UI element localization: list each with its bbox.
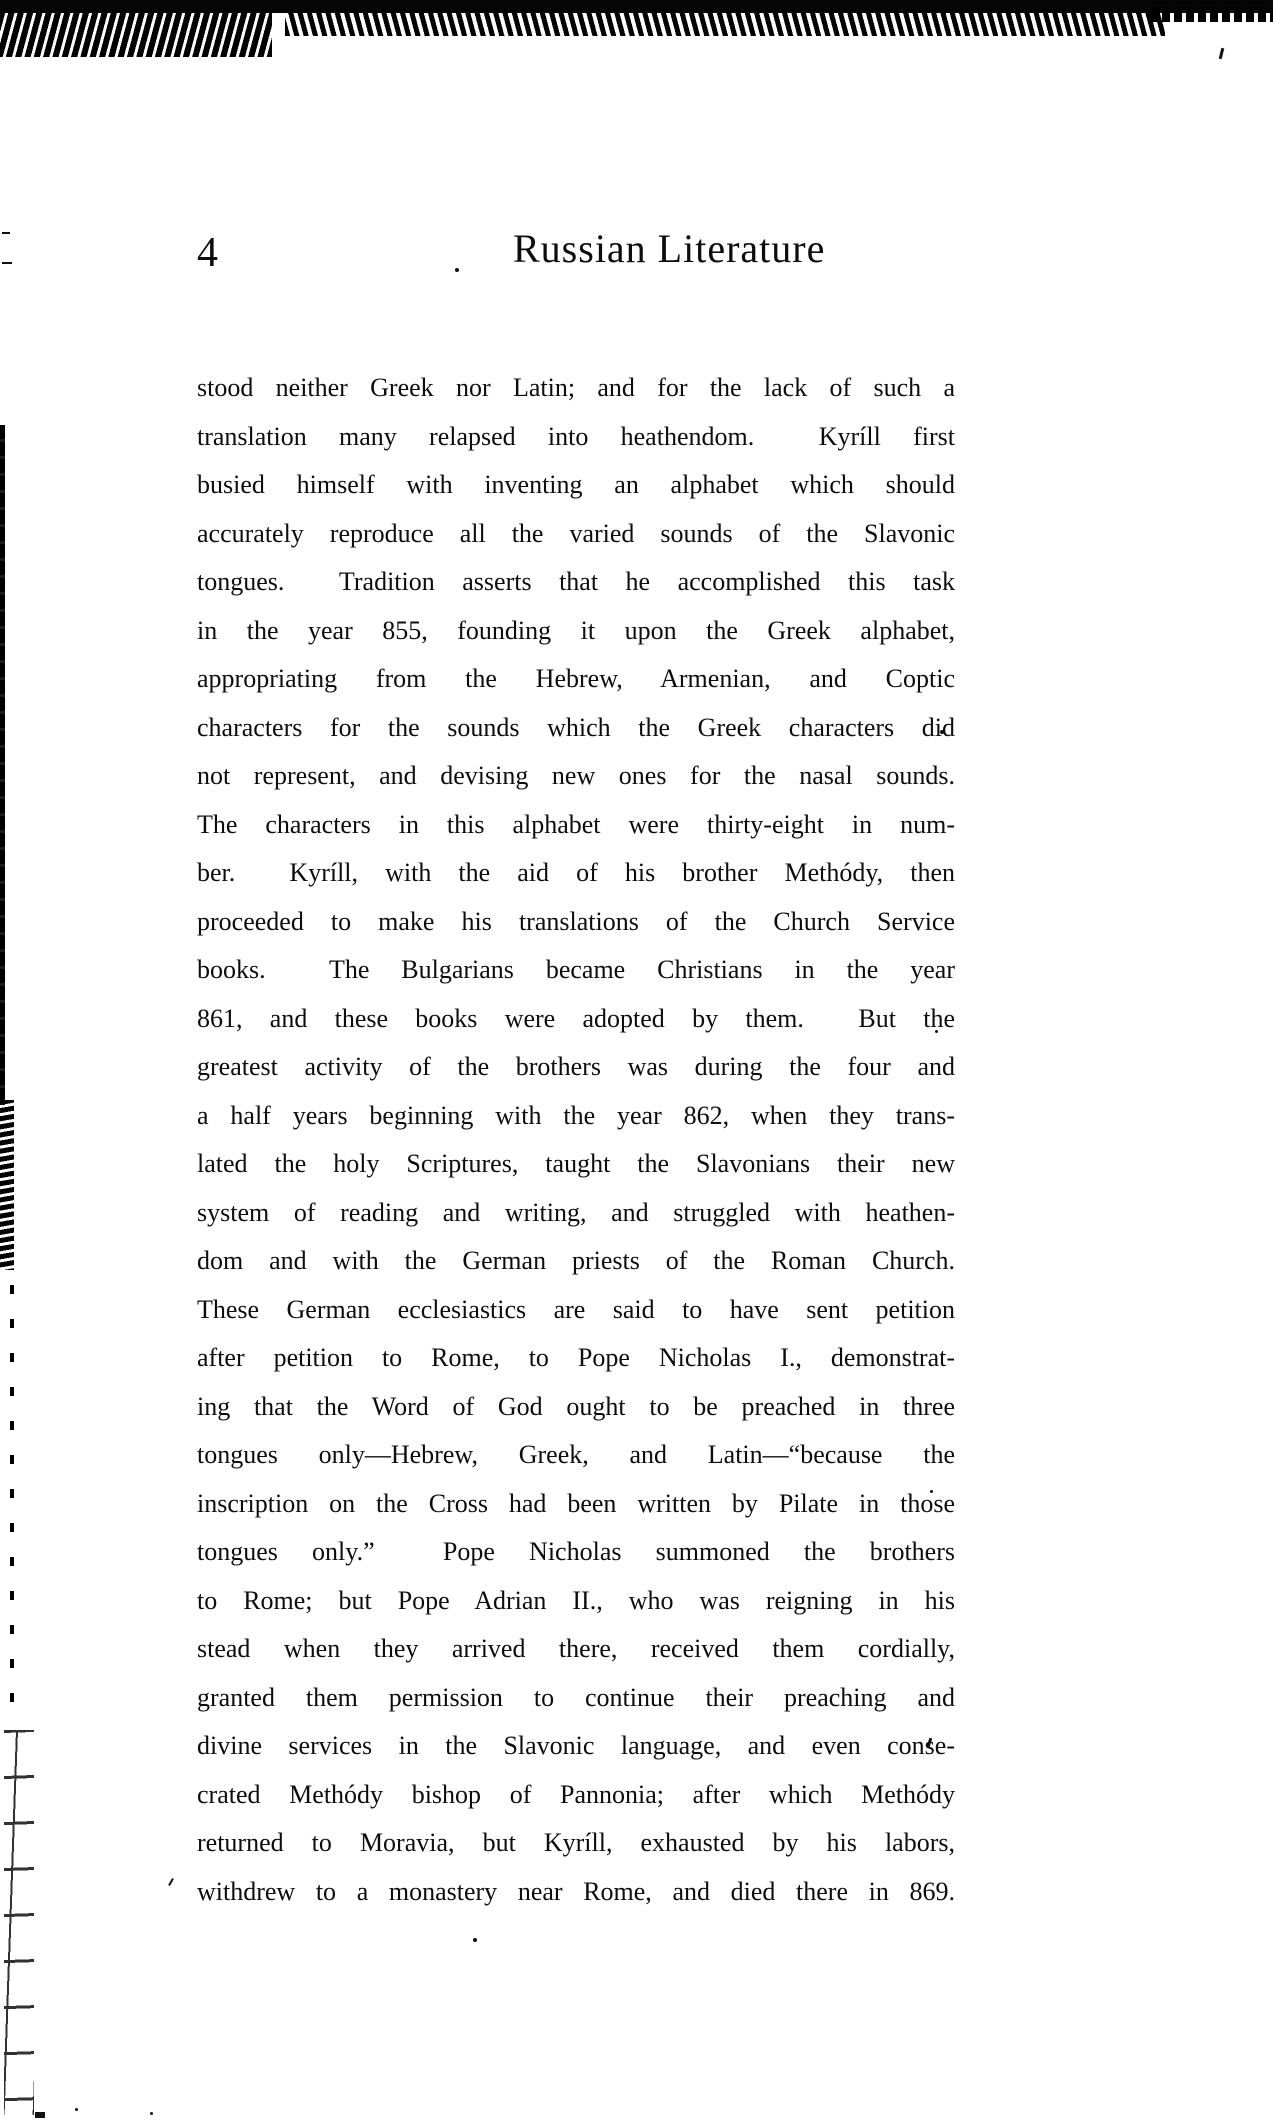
text-line: to Rome; but Pope Adrian II., who was reigning in his <box>197 1585 955 1615</box>
text-line: tongues only—Hebrew, Greek, and Latin—“because the <box>197 1440 955 1469</box>
text-line: busied himself with inventing an alphabet which should <box>197 470 955 499</box>
text-line: characters for the sounds which the Greek characters did <box>197 712 955 742</box>
page-number: 4 <box>197 230 218 276</box>
text-line: books. The Bulgarians became Christians in the year <box>197 955 955 984</box>
scan-speck <box>473 1938 477 1942</box>
scan-artifact-top-mid <box>285 9 1165 36</box>
scan-speck <box>168 1878 174 1886</box>
scan-speck <box>75 2108 78 2111</box>
scan-speck <box>455 268 459 272</box>
text-line: dom and with the German priests of the Roman Church. <box>197 1246 955 1275</box>
text-line: appropriating from the Hebrew, Armenian, and Coptic <box>197 664 955 693</box>
text-line: withdrew to a monastery near Rome, and died there in 869. <box>197 1876 955 1906</box>
scan-artifact-gutter-dashes <box>10 1285 14 1715</box>
text-line: crated Methódy bishop of Pannonia; after which Methódy <box>197 1779 955 1809</box>
text-line: ber. Kyríll, with the aid of his brother Methódy, then <box>197 858 955 887</box>
scan-speck <box>35 2112 45 2118</box>
text-line: in the year 855, founding it upon the Greek alphabet, <box>197 615 955 645</box>
text-line: a half years beginning with the year 862, when they trans- <box>197 1100 955 1130</box>
text-line: granted them permission to continue their preaching and <box>197 1682 955 1712</box>
text-line: translation many relapsed into heathendom. Kyríll first <box>197 421 955 451</box>
text-line: greatest activity of the brothers was during the four and <box>197 1052 955 1081</box>
text-line: lated the holy Scriptures, taught the Slavonians their new <box>197 1149 955 1178</box>
text-line: divine services in the Slavonic language, and even conse- <box>197 1731 955 1760</box>
scan-speck <box>150 2112 153 2115</box>
scan-artifact-gutter-specks <box>4 1730 34 2115</box>
text-line: not represent, and devising new ones for the nasal sounds. <box>197 761 955 790</box>
text-line: stead when they arrived there, received them cordially, <box>197 1634 955 1663</box>
scan-speck <box>2 262 12 264</box>
text-line: The characters in this alphabet were thirty-eight in num- <box>197 809 955 839</box>
text-line: returned to Moravia, but Kyríll, exhausted by his labors, <box>197 1828 955 1857</box>
scan-artifact-gutter-block <box>0 1100 14 1270</box>
page-body <box>197 364 955 1916</box>
scan-artifact-top-right <box>1150 7 1273 22</box>
text-line: ing that the Word of God ought to be preached in three <box>197 1391 955 1421</box>
scan-artifact-top-left <box>0 9 272 57</box>
text-line: system of reading and writing, and struggled with heathen- <box>197 1197 955 1227</box>
text-line: 861, and these books were adopted by them. But the <box>197 1003 955 1033</box>
scan-speck <box>1219 48 1225 59</box>
text-line: proceeded to make his translations of the Church Service <box>197 906 955 936</box>
text-line: tongues. Tradition asserts that he accomplished this task <box>197 567 955 596</box>
scan-speck <box>2 232 10 234</box>
text-line: after petition to Rome, to Pope Nicholas I., demonstrat- <box>197 1343 955 1372</box>
text-line: tongues only.” Pope Nicholas summoned the brothers <box>197 1537 955 1566</box>
scan-artifact-gutter-line <box>0 425 5 1105</box>
text-line: These German ecclesiastics are said to have sent petition <box>197 1294 955 1324</box>
text-line: stood neither Greek nor Latin; and for the lack of such a <box>197 373 955 402</box>
text-line: accurately reproduce all the varied sounds of the Slavonic <box>197 518 955 548</box>
text-line: inscription on the Cross had been written by Pilate in those <box>197 1488 955 1518</box>
running-title: Russian Literature <box>513 226 826 271</box>
